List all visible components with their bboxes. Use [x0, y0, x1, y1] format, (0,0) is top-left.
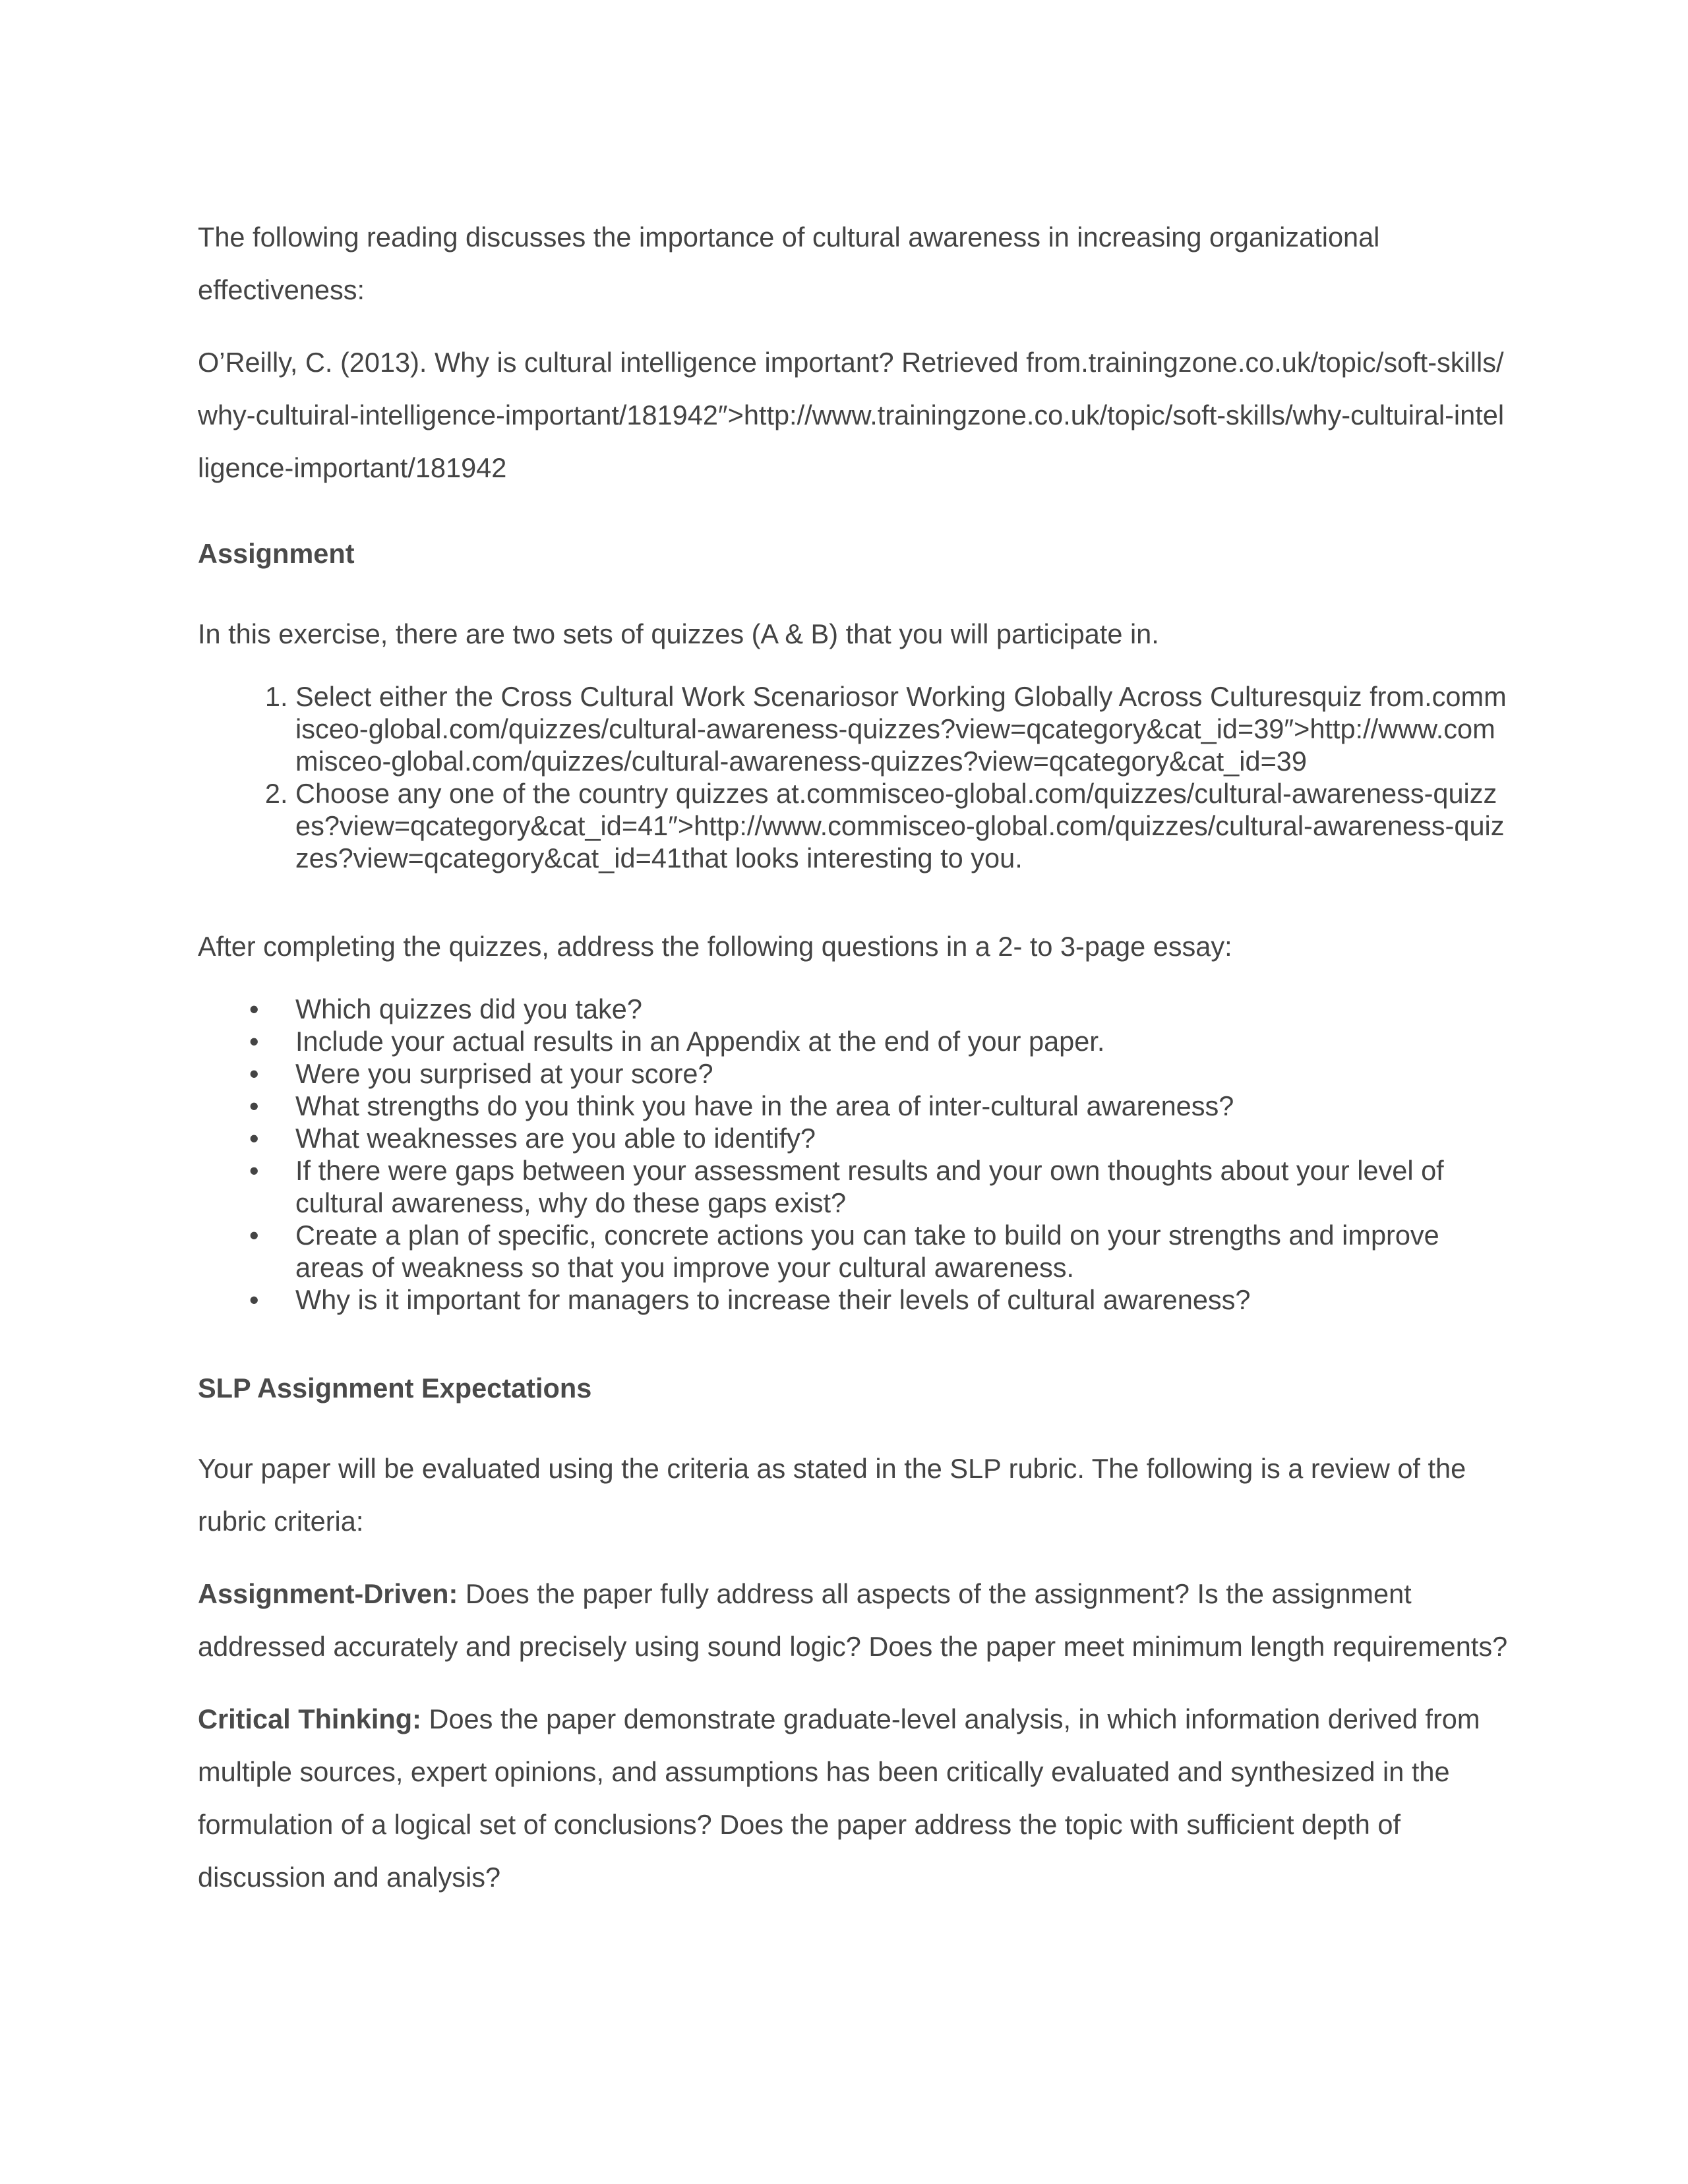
criterion-label: Critical Thinking:	[198, 1703, 421, 1734]
question-item	[249, 1219, 1510, 1284]
bullet-icon: •	[249, 1090, 259, 1121]
quiz-list	[198, 680, 1510, 874]
bullet-icon: •	[249, 1123, 259, 1154]
assignment-heading: Assignment	[198, 538, 355, 569]
question-list	[198, 993, 1510, 1316]
question-item	[249, 993, 1510, 1025]
criterion-label: Assignment-Driven:	[198, 1578, 458, 1609]
quiz-item: 2. Choose any one of the country quizzes at.commisceo-global.com/quizzes/cultural-awareness-quizzes?view=qcategory&cat_id=41″>http://www.commisceo-global.com/quizzes/cultural-awareness-quizzes?view=qcategory&cat_id=41that looks interesting to you.	[295, 777, 1510, 874]
question-text: If there were gaps between your assessment results and your own thoughts about your level of cultural awareness, why do these gaps exist?	[295, 1155, 1444, 1218]
slp-intro: Your paper will be evaluated using the criteria as stated in the SLP rubric. The following is a review of the rubric criteria:	[198, 1453, 1466, 1537]
question-item	[249, 1057, 1510, 1090]
criterion-critical-thinking	[198, 1693, 1510, 1904]
question-text: Which quizzes did you take?	[295, 993, 642, 1024]
question-text: Include your actual results in an Appendix at the end of your paper.	[295, 1026, 1105, 1057]
bullet-icon: •	[249, 1284, 259, 1315]
bullet-icon: •	[249, 993, 259, 1024]
question-item	[249, 1122, 1510, 1154]
bullet-icon: •	[249, 1155, 259, 1186]
questions-intro: After completing the quizzes, address the following questions in a 2- to 3-page essay:	[198, 931, 1232, 962]
bullet-icon: •	[249, 1220, 259, 1251]
quiz-item: 1. Select either the Cross Cultural Work Scenariosor Working Globally Across Culturesquiz from.commisceo-global.com/quizzes/cultural-awareness-quizzes?view=qcategory&cat_id=39″>http://www.commisceo-global.com/quizzes/cultural-awareness-quizzes?view=qcategory&cat_id=39	[295, 680, 1510, 777]
question-text: Why is it important for managers to increase their levels of cultural awareness?	[295, 1284, 1251, 1315]
assignment-intro: In this exercise, there are two sets of quizzes (A & B) that you will participate in.	[198, 618, 1159, 649]
criterion-assignment-driven	[198, 1568, 1510, 1673]
criterion-text: Does the paper demonstrate graduate-level analysis, in which information derived from multiple sources, expert opinions, and assumptions has been critically evaluated and synthesized in the formulation of a logical set of conclusions? Does the paper address the topic with sufficient depth of discussion and analysis?	[198, 1703, 1480, 1893]
question-text: Create a plan of specific, concrete actions you can take to build on your strengths and improve areas of weakness so that you improve your cultural awareness.	[295, 1220, 1439, 1283]
question-item	[249, 1025, 1510, 1057]
question-item	[249, 1284, 1510, 1316]
bullet-icon: •	[249, 1026, 259, 1057]
document-page	[198, 211, 1510, 1924]
question-text: Were you surprised at your score?	[295, 1058, 713, 1089]
intro-paragraph: The following reading discusses the importance of cultural awareness in increasing organizational effectiveness:	[198, 221, 1380, 305]
question-item	[249, 1090, 1510, 1122]
slp-heading: SLP Assignment Expectations	[198, 1372, 592, 1403]
question-text: What strengths do you think you have in the area of inter-cultural awareness?	[295, 1090, 1234, 1121]
citation-paragraph: O’Reilly, C. (2013). Why is cultural intelligence important? Retrieved from.trainingzone.co.uk/topic/soft-skills/why-cultuiral-intelligence-important/181942″>http://www.trainingzone.co.uk/topic/soft-skills/why-cultuiral-intelligence-important/181942	[198, 347, 1505, 483]
question-item	[249, 1154, 1510, 1219]
criterion-text: Does the paper fully address all aspects of the assignment? Is the assignment addressed accurately and precisely using sound logic? Does the paper meet minimum length requirements?	[198, 1578, 1508, 1662]
question-text: What weaknesses are you able to identify?	[295, 1123, 816, 1154]
bullet-icon: •	[249, 1058, 259, 1089]
